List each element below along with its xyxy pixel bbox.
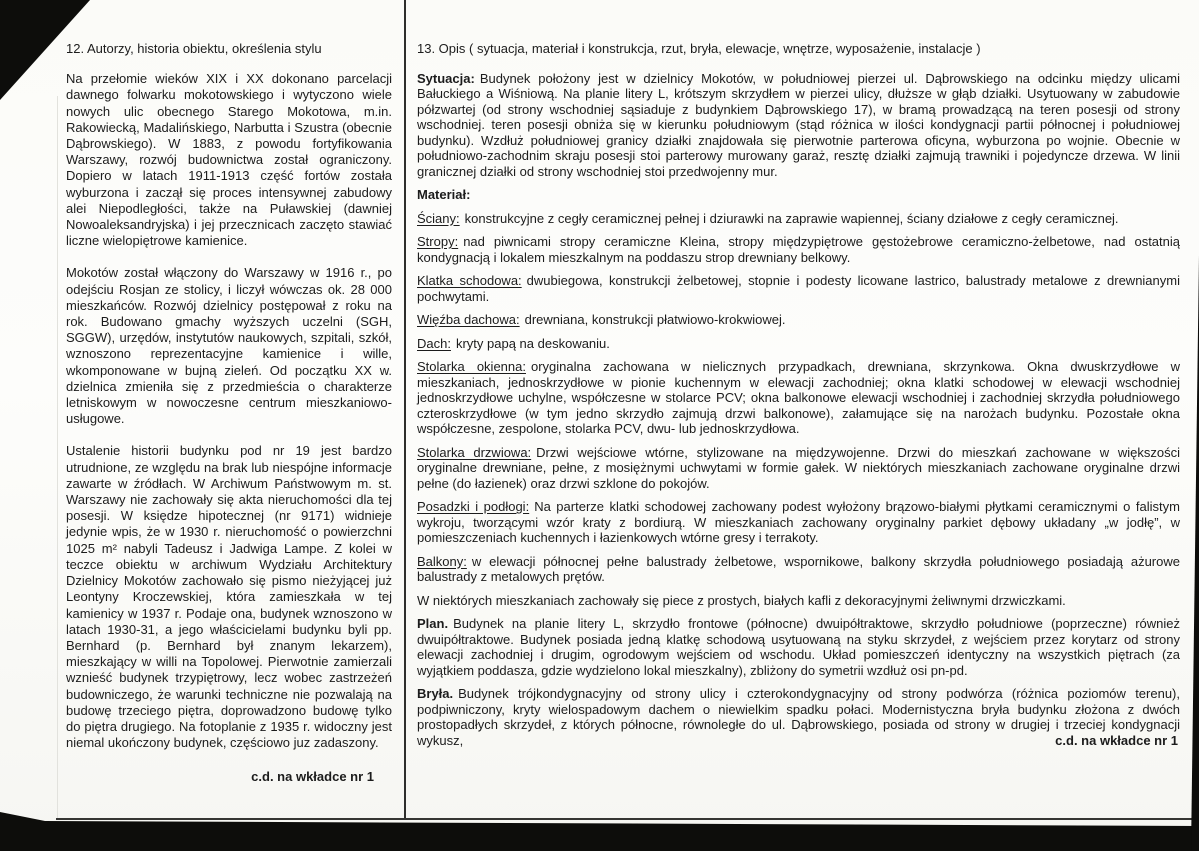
massing-label: Bryła.: [417, 686, 454, 701]
walls-label: Ściany:: [417, 210, 460, 226]
massing-text: Budynek trójkondygnacyjny od strony ulicy i czterokondygnacyjny od strony podwórza (różnica poziomów terenu), podpiwniczony, kryty wielospadowym dachem o niewielkim spadku połaci. Modernistyczna bryła budynku złożona z dwóch prostopadłych skrzydeł, z których północne, równoległe do ul. Dąbrowskiego, posiada od strony w drugiej i trzeciej kondygnacji wykusz,: [417, 686, 1180, 748]
column-divider-line: [404, 0, 406, 820]
material-heading: [417, 187, 1180, 203]
plan-label: Plan.: [417, 616, 449, 631]
history-paragraph-1: Na przełomie wieków XIX i XX dokonano parcelacji dawnego folwarku mokotowskiego i wytyczono wiele nowych ulic obecnego Starego Mokotowa, m.in. Rakowiecką, Madalińskiego, Narbutta i Szustra (obecnie Dąbrowskiego). W 1883, z powodu fortyfikowania Warszawy, rozwój budownictwa został ograniczony. Dopiero w latach 1911-1913 część fortów została wyburzona i zaczął się proces intensywnej zabudowy alei Niepodległości, także na Puławskiej (dawniej Nowoaleksandryjska) i jej przecznicach zaczęto stawiać liczne wielopiętrowe kamienice.: [66, 71, 392, 249]
floors-section: [417, 499, 1180, 546]
door-joinery-label: Stolarka drzwiowa:: [417, 444, 532, 460]
roof-truss-section: [417, 312, 1180, 328]
floors-text: Na parterze klatki schodowej zachowany podest wyłożony brązowo-białymi płytkami ceramicznymi o falistym wykroju, tworzącymi wzór kraty z bordiurą. W mieszkaniach zachowany oryginalny parkiet dębowy układany „w jodłę”, w pomieszczeniach kuchennych i łazienkowych wtórne gresy i terrakoty.: [417, 499, 1180, 545]
door-joinery-section: [417, 445, 1180, 492]
bottom-rule-line: [56, 818, 1192, 820]
stoves-note-text: W niektórych mieszkaniach zachowały się piece z prostych, białych kafli z dekoracyjnymi żeliwnymi drzwiczkami.: [417, 592, 1066, 608]
material-label: Materiał:: [417, 187, 471, 202]
history-paragraph-2: Mokotów został włączony do Warszawy w 1916 r., po odejściu Rosjan ze stolicy, i liczył wówczas ok. 28 000 mieszkańców. Rozwój dzielnicy postępował z roku na rok. Budowano gmachy wyższych uczelni (SGH, SGGW), urzędów, instytutów naukowych, szpitali, szkół, wznoszono reprezentacyjne kamienice i wille, wkomponowane w bujną zieleń. Od początku XX w. dzielnica zmieniła się z przedmieścia o charakterze letniskowym w nowoczesne centrum mieszkaniowo-usługowe.: [66, 265, 392, 427]
door-joinery-text: Drzwi wejściowe wtórne, stylizowane na międzywojenne. Drzwi do mieszkań zachowane w większości oryginalne drewniane, pełne, z mosiężnymi uchwytami w formie gałek. W niektórych mieszkaniach zachowane oryginalne drzwi pełne (do łazienek) oraz drzwi szklone do pokojów.: [417, 444, 1180, 491]
balconies-label: Balkony:: [417, 553, 467, 569]
continuation-note-right: c.d. na wkładce nr 1: [1055, 732, 1178, 748]
situation-text: Budynek położony jest w dzielnicy Mokotów, w południowej pierzei ul. Dąbrowskiego na odcinku między ulicami Bałuckiego a Wiśniową. Na planie litery L, krótszym skrzydłem w pierzei ulicy, dłuższe w głąb działki. Usytuowany w zabudowie półzwartej (od strony wschodniej sąsiaduje z budynkiem Dąbrowskiego 17), w bramą prowadzącą na teren posesji od strony wschodniej. teren posesji obniża się w kierunku południowym (stąd różnica w ilości kondygnacji partii północnej i południowej budynku). Wzdłuż południowej granicy działki znajdowała się pierwotnie parterowa oficyna, wyburzona po wojnie. Obecnie w południowo-zachodnim skraju posesji stoi parterowy murowany garaż, resztę działki zajmują trawniki i pojedyncze drzewa. W linii granicznej działki od strony wschodniej stoi przedwojenny mur.: [417, 70, 1180, 179]
floors-label: Posadzki i podłogi:: [417, 499, 530, 514]
situation-label: Sytuacja:: [417, 70, 475, 86]
window-joinery-text: oryginalna zachowana w nielicznych przypadkach, drewniana, skrzynkowa. Okna dwuskrzydłowe w mieszkaniach, jednoskrzydłowe w pionie kuchennym w elewacji zachodniej; okna klatki schodowej w elewacji wschodniej jednoskrzydłowe uchylne, współczesne w stolarce PCV; okna balkonowe elewacji wschodniej i zachodniej skrzydła południowego czteroskrzydłowe (w tym jedno skrzydło zajmują drzwi balkonowe), załamujące się na narożach budynku. Pozostałe okna współczesne, zespolone, stolarka PCV, dwu- lub jednoskrzydłowa.: [417, 359, 1180, 436]
ceilings-label: Stropy:: [417, 234, 459, 249]
history-paragraph-3: Ustalenie historii budynku pod nr 19 jest bardzo utrudnione, ze względu na brak lub niespójne informacje zawarte w źródłach. W Archiwum Państwowym m. st. Warszawy nie zachowały się akta nieruchomości dla tej posesji. W księdze hipotecznej (nr 9171) widnieje jedynie wpis, że w 1930 r. nieruchomość o powierzchni 1025 m² nabyli Tadeusz i Jadwiga Lampe. Z kolei w teczce obiektu w archiwum Wydziału Architektury Dzielnicy Mokotów zachowało się pismo nieżyjącej już Leontyny Kroczewskiej, która zamieszkała w tej kamienicy w 1937 r. Podaje ona, budynek wznoszono w latach 1930-31, a jego właścicielami budynku byli pp. Bernhard (p. Bernhard był znanym lekarzem), mieszkający w willi na Topolowej. Pierwotnie zamierzali wznieść budynek trzypiętrowy, lecz wobec zastrzeżeń budowniczego, że warunki techniczne nie pozwalają na budowę trzeciego piętra, doprowadzono budowę tylko do piętra drugiego. Na fotoplanie z 1935 r. widoczny jest niemal ukończony budynek, częściowo juz zadaszony.: [66, 443, 392, 751]
section-12-heading: 12. Autorzy, historia obiektu, określenia stylu: [66, 41, 322, 56]
walls-text: konstrukcyjne z cegły ceramicznej pełnej i dziurawki na zaprawie wapiennej, ściany działowe z cegły ceramicznej.: [464, 210, 1119, 226]
roof-truss-label: Więźba dachowa:: [417, 312, 520, 327]
balconies-text: w elewacji północnej pełne balustrady żelbetowe, wspornikowe, balkony skrzydła południowego posiadają ażurowe balustrady z metalowych prętów.: [417, 553, 1180, 584]
section-13-heading: 13. Opis ( sytuacja, materiał i konstrukcja, rzut, bryła, elewacje, wnętrze, wyposażenie, instalacje ): [417, 41, 981, 56]
window-joinery-section: [417, 359, 1180, 437]
form-left-border-line: [57, 96, 58, 820]
roof-truss-text: drewniana, konstrukcji płatwiowo-krokwiowej.: [524, 312, 786, 327]
staircase-label: Klatka schodowa:: [417, 273, 522, 288]
walls-section: [417, 211, 1180, 227]
balconies-section: [417, 554, 1180, 585]
massing-section: [417, 686, 1180, 748]
section-13-column: [417, 41, 1180, 756]
window-joinery-label: Stolarka okienna:: [417, 359, 526, 374]
continuation-note-left: c.d. na wkładce nr 1: [251, 769, 374, 785]
roof-text: kryty papą na deskowaniu.: [455, 335, 610, 351]
plan-section: [417, 616, 1180, 678]
staircase-section: [417, 273, 1180, 304]
stoves-note: [417, 593, 1180, 609]
roof-section: [417, 336, 1180, 352]
section-12-column: [66, 41, 392, 786]
ceilings-section: [417, 234, 1180, 265]
staircase-text: dwubiegowa, konstrukcji żelbetowej, stopnie i podesty licowane lastrico, balustrady metalowe z drewnianymi pochwytami.: [417, 273, 1180, 304]
situation-section: [417, 71, 1180, 180]
roof-label: Dach:: [417, 335, 451, 351]
ceilings-text: nad piwnicami stropy ceramiczne Kleina, stropy międzypiętrowe gęstożebrowe ceramiczno-żelbetowe, nad ostatnią kondygnacją i lokalem mieszkalnym na poddaszu strop drewniany belkowy.: [417, 234, 1180, 265]
plan-text: Budynek na planie litery L, skrzydło frontowe (północne) dwuipółtraktowe, skrzydło południowe (poprzeczne) również dwuipółtraktowe. Budynek posiada jedną klatkę schodową usytuowaną na styku skrzydeł, z wejściem przez korytarz od strony elewacji zachodniej i drugim, ogrodowym wejściem od wschodu. Układ pomieszczeń identyczny na wszystkich piętrach (za wyjątkiem poddasza, gdzie wydzielono lokal mieszkalny), zbliżony do symetrii wzdłuż osi pn-pd.: [417, 616, 1180, 678]
